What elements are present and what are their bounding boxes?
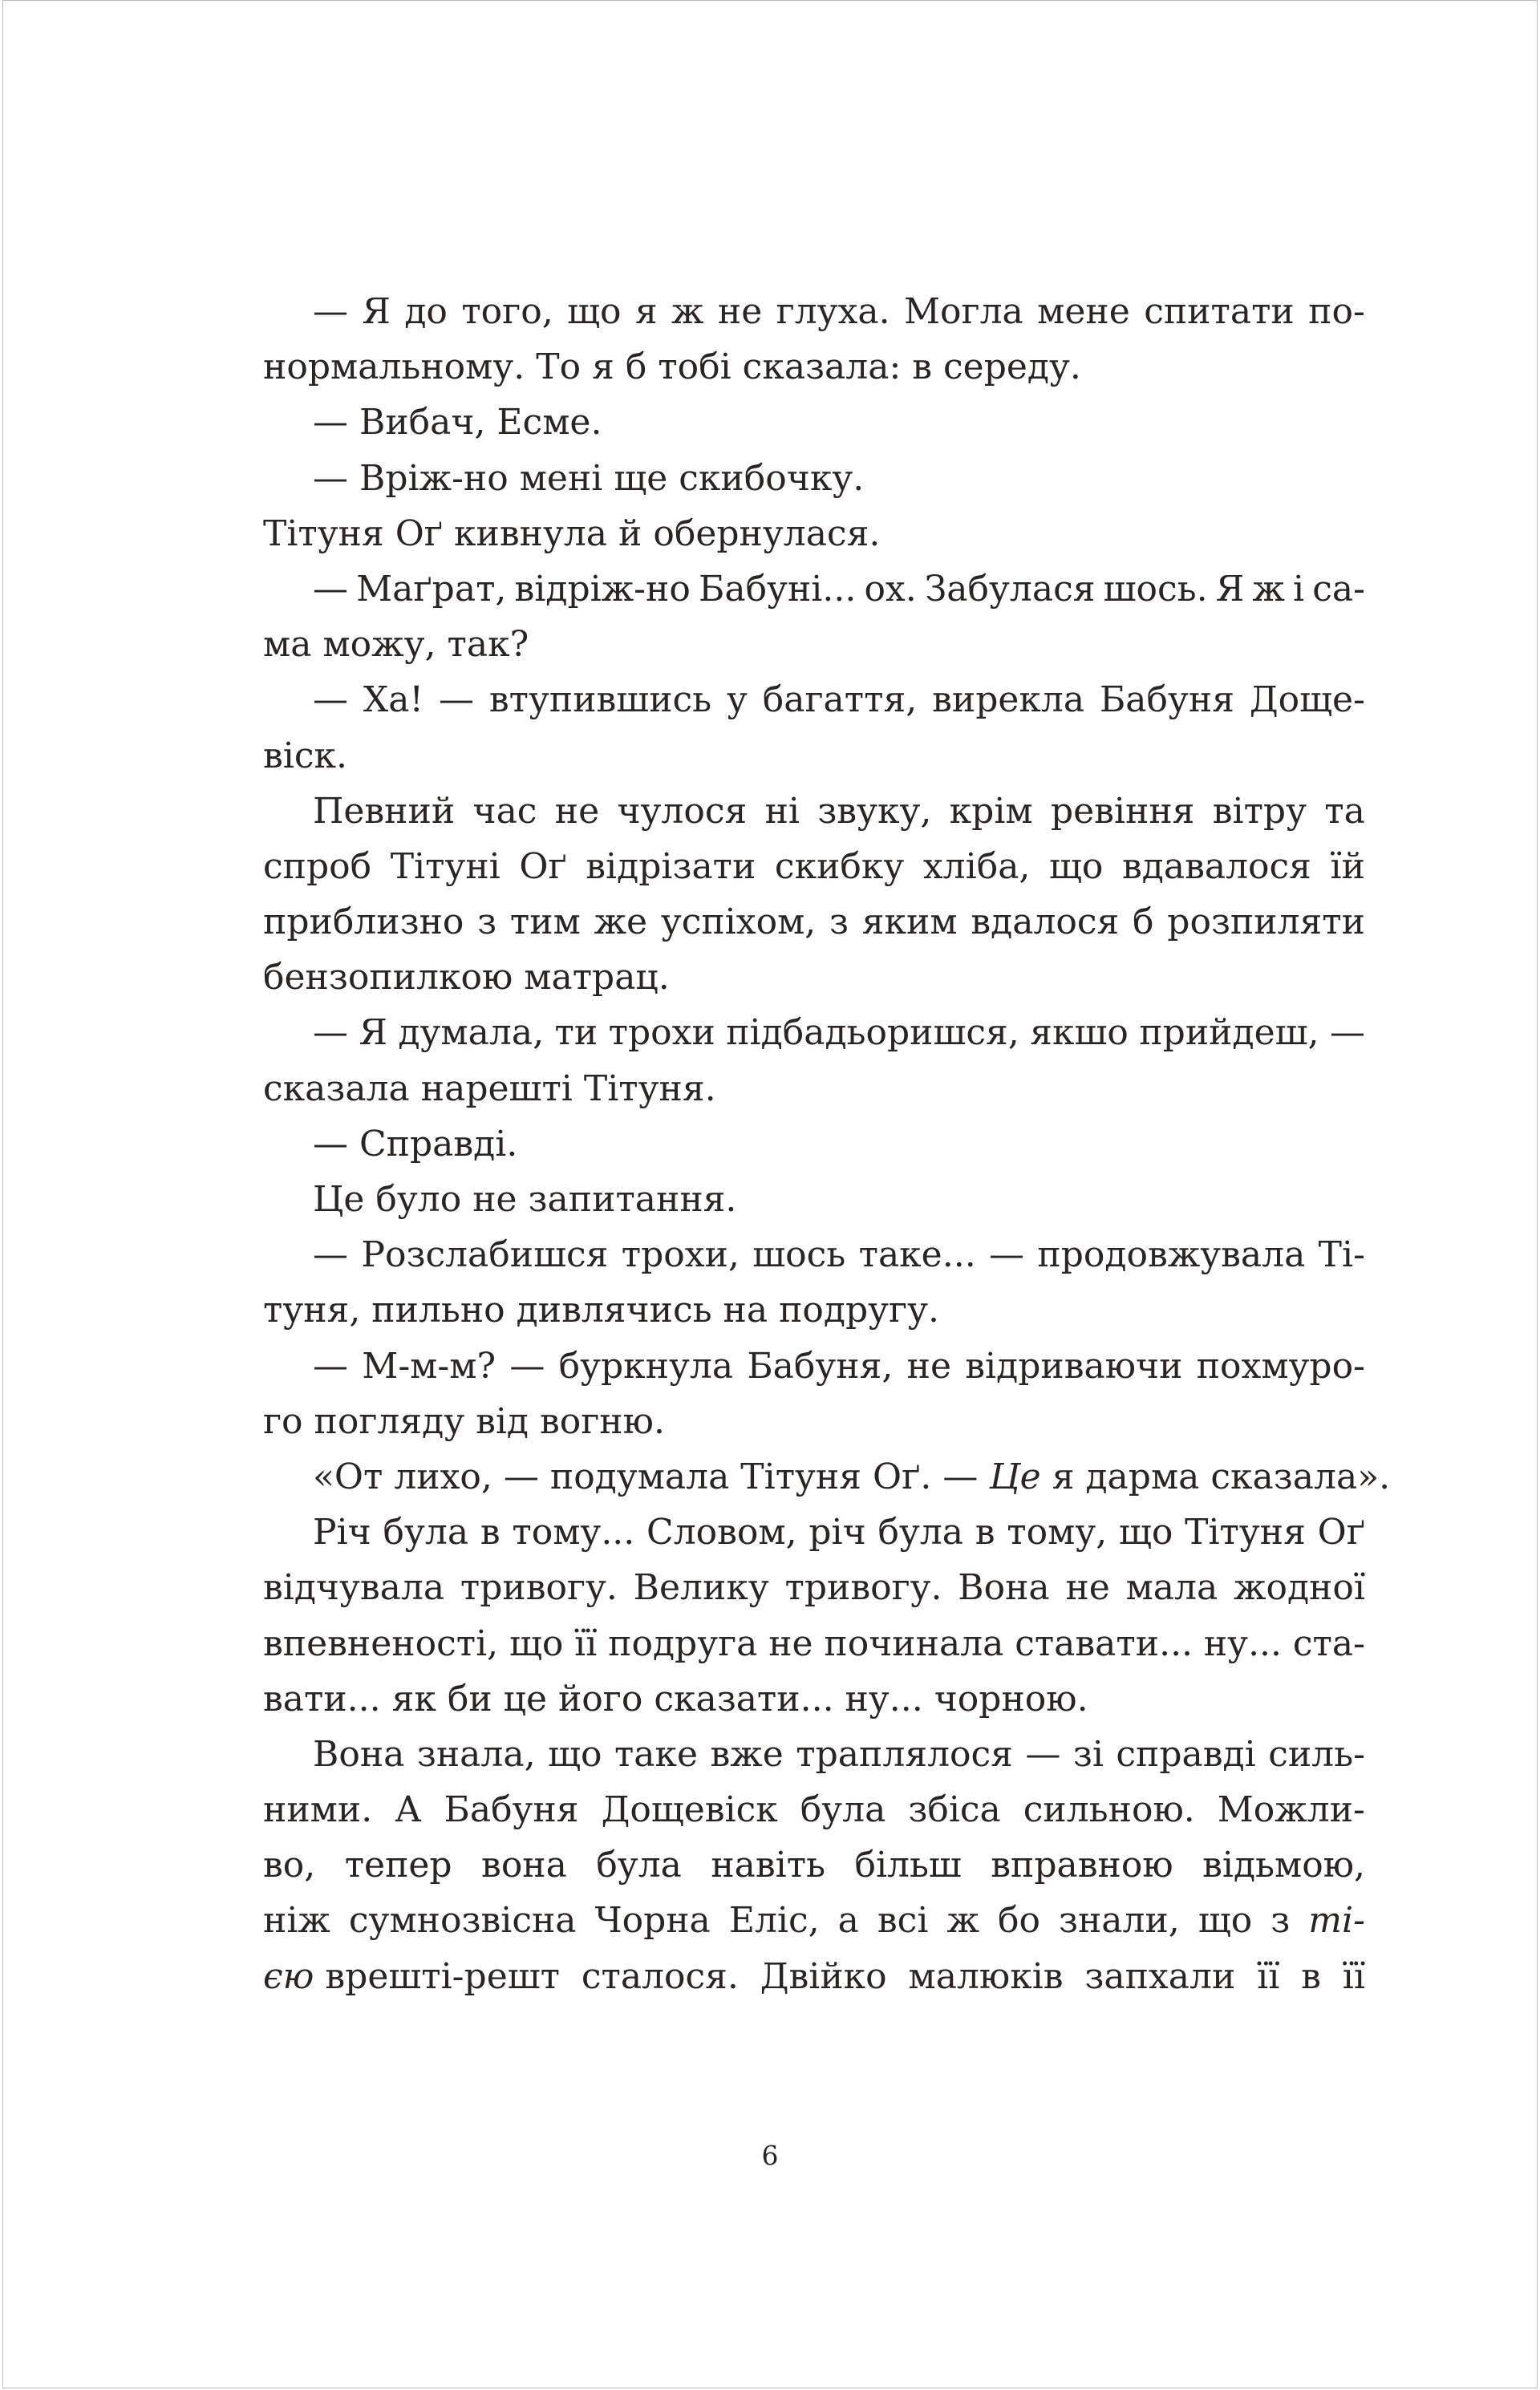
word: — xyxy=(1025,1733,1061,1775)
emphasis-text: Це xyxy=(989,1456,1041,1497)
word: тривогу. xyxy=(460,1567,618,1609)
word: траплялося xyxy=(796,1733,1013,1775)
word: таке... xyxy=(858,1234,976,1276)
emphasis-word: єю врешті-решт xyxy=(263,1955,560,1997)
word: Чорна xyxy=(594,1900,711,1942)
text-line xyxy=(263,506,1365,561)
word: Бабуні... xyxy=(699,568,857,610)
word: — xyxy=(313,1012,348,1054)
word: ні xyxy=(764,790,800,832)
word: річ xyxy=(808,1512,866,1554)
word: Маґрат, xyxy=(356,568,507,610)
word: скибку xyxy=(774,845,905,887)
word: — xyxy=(313,1345,348,1387)
word: не xyxy=(768,1622,813,1664)
word: спроб xyxy=(263,845,372,887)
word: навіть xyxy=(711,1845,826,1886)
word: Ха! xyxy=(363,679,424,721)
word: тому, xyxy=(1007,1512,1108,1554)
word: приблизно xyxy=(263,901,464,943)
word: хліба, xyxy=(922,845,1031,887)
word: сильною. xyxy=(1023,1789,1195,1831)
text-line xyxy=(263,672,1365,727)
word: таке xyxy=(614,1733,699,1775)
word: Бабуня xyxy=(444,1789,579,1831)
word: її xyxy=(574,1622,598,1664)
word: Могла xyxy=(904,291,1023,332)
word: Я xyxy=(362,291,391,332)
word: чулося xyxy=(617,790,748,832)
word: тим xyxy=(509,901,581,943)
word: — xyxy=(313,568,348,610)
word: Певний xyxy=(313,790,456,832)
word: подруга xyxy=(608,1622,758,1664)
word: жодної xyxy=(1233,1567,1365,1609)
word: — xyxy=(439,679,474,721)
word: Ті- xyxy=(1318,1234,1365,1276)
word: зі xyxy=(1072,1733,1104,1775)
word: знала, xyxy=(416,1733,536,1775)
word: та xyxy=(1324,790,1365,832)
word: крім xyxy=(949,790,1033,832)
word: в xyxy=(975,1512,995,1554)
line-text: Це було не запитання. xyxy=(313,1179,737,1220)
line-text: ма можу, так? xyxy=(263,624,529,666)
word: впевненості, xyxy=(263,1622,499,1664)
word: я xyxy=(634,291,658,332)
word: до xyxy=(404,291,448,332)
text-line xyxy=(263,1061,1365,1116)
word: силь- xyxy=(1268,1733,1365,1775)
word: думала, xyxy=(398,1012,545,1054)
word: ж xyxy=(1252,568,1285,610)
text-line xyxy=(263,1727,1365,1782)
word: шось. xyxy=(1103,568,1208,610)
word: час xyxy=(472,790,537,832)
word: сталося. xyxy=(581,1955,739,1997)
text-line xyxy=(263,1449,1391,1505)
word: всі xyxy=(877,1900,929,1942)
word: вже xyxy=(710,1733,784,1775)
word: Бабуня xyxy=(1099,679,1234,721)
word: не xyxy=(554,790,600,832)
line-text: вати... як би це його сказати... ну... чорною. xyxy=(263,1678,1088,1720)
page-number: 6 xyxy=(761,2140,779,2171)
word: їй xyxy=(1330,845,1365,887)
text-line xyxy=(263,1394,1365,1449)
text-line xyxy=(263,1116,1365,1172)
word: Еліс, xyxy=(728,1900,820,1942)
word: — xyxy=(313,679,348,721)
word: А xyxy=(395,1789,422,1831)
word: прийдеш, xyxy=(1139,1012,1319,1054)
line-text: сказала нарешті Тітуня. xyxy=(263,1067,716,1109)
word: тому... xyxy=(512,1512,635,1554)
word: ніж xyxy=(263,1900,330,1942)
word: Вона xyxy=(958,1567,1050,1609)
word: була xyxy=(383,1512,469,1554)
word: бо xyxy=(997,1900,1040,1942)
word: вправною xyxy=(991,1845,1173,1886)
word: — xyxy=(313,291,348,332)
text-line xyxy=(263,561,1365,617)
line-text: Тітуня Оґ кивнула й обернулася. xyxy=(263,512,881,554)
word: не xyxy=(1065,1567,1110,1609)
text-line xyxy=(263,1505,1365,1560)
word: Доще- xyxy=(1249,679,1365,721)
text-line xyxy=(263,894,1365,950)
word: вдавалося xyxy=(1121,845,1311,887)
word: мала xyxy=(1125,1567,1218,1609)
text-line xyxy=(263,728,1365,784)
word: Двійко xyxy=(760,1955,887,1997)
word: якшо xyxy=(1030,1012,1129,1054)
word: Тітуні xyxy=(390,845,500,887)
word: — xyxy=(313,1234,348,1276)
book-text xyxy=(263,284,1391,2004)
line-text: «От лихо, — подумала Тітуня Оґ. — Це я дарма сказала». xyxy=(313,1456,1391,1497)
word: її xyxy=(1257,1955,1280,1997)
word: Вона xyxy=(313,1733,405,1775)
word: в xyxy=(480,1512,500,1554)
word: продовжувала xyxy=(1037,1234,1306,1276)
word: ревіння xyxy=(1050,790,1195,832)
word: же xyxy=(594,901,648,943)
text-line xyxy=(263,395,1365,450)
line-text: туня, пильно дивлячись на подругу. xyxy=(263,1290,939,1331)
text-line xyxy=(263,1339,1365,1394)
word: Оґ xyxy=(519,845,567,887)
word: того, xyxy=(461,291,553,332)
word: ну... xyxy=(1203,1622,1283,1664)
word: збіса xyxy=(908,1789,1001,1831)
word: глуха. xyxy=(776,291,890,332)
line-text: віск. xyxy=(263,735,347,776)
word: з xyxy=(477,901,497,943)
word: розпиляти xyxy=(1167,901,1365,943)
word: шось xyxy=(752,1234,846,1276)
word: що xyxy=(567,291,622,332)
word: у xyxy=(727,679,748,721)
text-line xyxy=(263,339,1365,395)
word: була xyxy=(800,1789,886,1831)
text-line xyxy=(263,784,1365,839)
word: Я xyxy=(1215,568,1245,610)
word: сумнозвісна xyxy=(348,1900,577,1942)
emphasis-word: ті- xyxy=(1308,1900,1365,1942)
text-line xyxy=(263,1949,1365,2004)
word: по- xyxy=(1308,291,1365,332)
word: ох. xyxy=(864,568,917,610)
word: — xyxy=(989,1234,1025,1276)
word: не xyxy=(717,291,763,332)
line-text: го погляду від вогню. xyxy=(263,1400,665,1442)
word: відріж-но xyxy=(514,568,691,610)
word: вітру xyxy=(1212,790,1307,832)
word: багаття, xyxy=(762,679,918,721)
word: похмуро- xyxy=(1196,1345,1365,1387)
word: справді xyxy=(1116,1733,1256,1775)
word: мене xyxy=(1037,291,1130,332)
text-line xyxy=(263,950,1365,1005)
word: що xyxy=(509,1622,564,1664)
word: звуку, xyxy=(817,790,932,832)
word: ставати... xyxy=(1015,1622,1194,1664)
text-line xyxy=(263,1782,1365,1837)
word: не xyxy=(906,1345,951,1387)
word: Тітуня xyxy=(1185,1512,1306,1554)
word: успіхом, xyxy=(660,901,817,943)
line-text: бензопилкою матрац. xyxy=(263,957,670,999)
word: а xyxy=(837,1900,859,1942)
text-line xyxy=(263,1616,1365,1671)
line-text: нормальному. То я б тобі сказала: в середу. xyxy=(263,346,1081,388)
word: трохи xyxy=(608,1012,715,1054)
word: що xyxy=(1198,1900,1253,1942)
word: знали, xyxy=(1058,1900,1180,1942)
word: підбадьоришся, xyxy=(726,1012,1019,1054)
word: б xyxy=(1133,901,1154,943)
word: більш xyxy=(854,1845,962,1886)
word: во, xyxy=(263,1845,316,1886)
word: Річ xyxy=(313,1512,371,1554)
word: в xyxy=(1301,1955,1321,1997)
word: Дощевіск xyxy=(601,1789,778,1831)
word: спитати xyxy=(1144,291,1295,332)
word: буркнула xyxy=(558,1345,734,1387)
text-line xyxy=(263,451,1365,506)
word: з xyxy=(829,901,849,943)
text-line xyxy=(263,1227,1365,1282)
text-line xyxy=(263,1837,1365,1893)
text-line xyxy=(263,839,1365,894)
word: була xyxy=(596,1845,682,1886)
word: тривогу. xyxy=(784,1567,942,1609)
word: Словом, xyxy=(646,1512,797,1554)
text-line xyxy=(263,1893,1365,1948)
word: Я xyxy=(359,1012,387,1054)
word: яким xyxy=(861,901,958,943)
text-line xyxy=(263,1560,1365,1615)
word: ти xyxy=(554,1012,598,1054)
word: що xyxy=(548,1733,602,1775)
text-line xyxy=(263,1282,1365,1338)
word: починала xyxy=(824,1622,1004,1664)
word: — xyxy=(1329,1012,1365,1054)
word: Велику xyxy=(633,1567,769,1609)
word: малюків xyxy=(908,1955,1064,1997)
line-text: — Вріж-но мені ще скибочку. xyxy=(313,457,865,499)
word: запхали xyxy=(1084,1955,1236,1997)
word: ста- xyxy=(1292,1622,1365,1664)
text-line xyxy=(263,1671,1365,1727)
word: ж xyxy=(946,1900,979,1942)
word: Оґ xyxy=(1317,1512,1365,1554)
word: вдалося xyxy=(971,901,1120,943)
word: Забулася xyxy=(924,568,1096,610)
word: відрізати xyxy=(586,845,756,887)
word: відчувала xyxy=(263,1567,445,1609)
word: трохи, xyxy=(621,1234,740,1276)
word: що xyxy=(1048,845,1104,887)
word: тепер xyxy=(344,1845,452,1886)
word: — xyxy=(509,1345,545,1387)
line-text: — Справді. xyxy=(313,1123,518,1165)
text-line xyxy=(263,1005,1365,1060)
word: ж xyxy=(671,291,704,332)
line-text: — Вибач, Есме. xyxy=(313,402,602,444)
word: втупившись xyxy=(488,679,712,721)
word: вирекла xyxy=(932,679,1085,721)
word: са- xyxy=(1312,568,1365,610)
word: вона xyxy=(481,1845,567,1886)
text-line xyxy=(263,284,1365,339)
word: з xyxy=(1270,1900,1291,1942)
word: і xyxy=(1292,568,1305,610)
word: Бабуня, xyxy=(747,1345,894,1387)
word: що xyxy=(1118,1512,1173,1554)
text-line xyxy=(263,1172,1365,1227)
word: Розслабишся xyxy=(361,1234,609,1276)
word: її xyxy=(1342,1955,1365,1997)
word: Можли- xyxy=(1217,1789,1365,1831)
word: М-м-м? xyxy=(362,1345,496,1387)
word: відьмою, xyxy=(1202,1845,1365,1886)
text-line xyxy=(263,617,1365,672)
word: ними. xyxy=(263,1789,373,1831)
word: була xyxy=(877,1512,964,1554)
word: відриваючи xyxy=(965,1345,1183,1387)
